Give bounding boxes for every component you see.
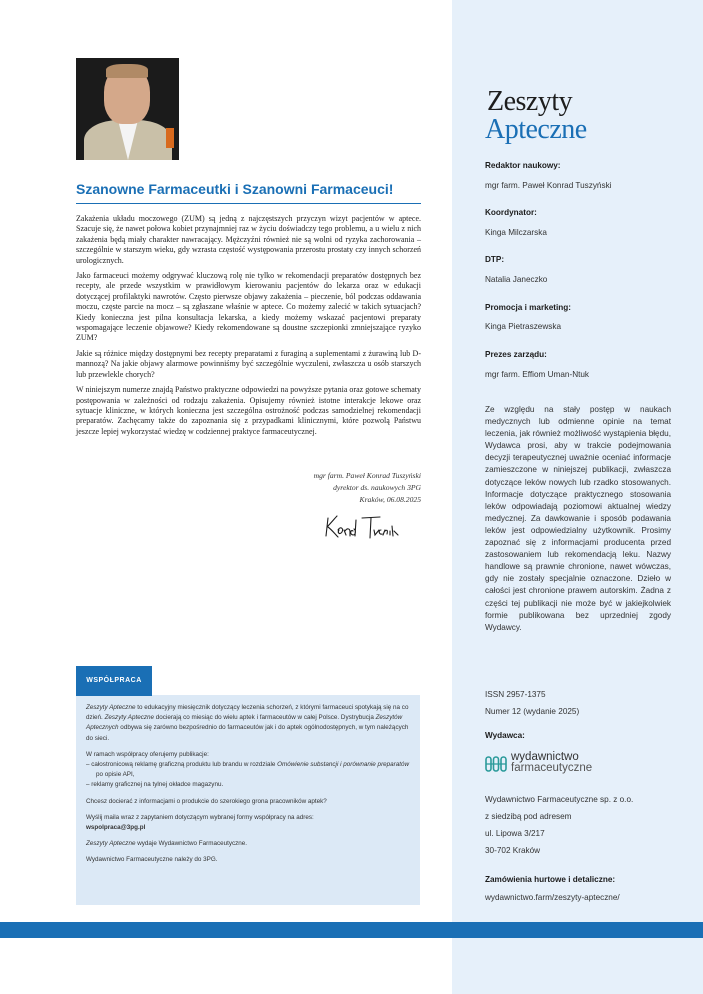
offer-list (86, 760, 414, 791)
publisher-logo (485, 752, 625, 776)
publisher-logo-text (511, 752, 592, 774)
offer-item-2: – reklamy graficznej na tylnej okładce magazynu. (86, 781, 224, 789)
offer-title: W ramach współpracy oferujemy publikacje: (86, 750, 209, 758)
heading-divider (76, 203, 421, 204)
cooperation-contact: Wyślij maila wraz z zapytaniem dotyczącym wybranej formy współpracy na adres: wspolpraca@3pg.pl (86, 813, 314, 832)
scientific-editor-label: Redaktor naukowy: (485, 161, 561, 170)
letter-signature (200, 470, 421, 506)
publisher-name: Wydawnictwo Farmaceutyczne sp. z o.o. (485, 795, 634, 804)
dtp-label: DTP: (485, 255, 505, 264)
magazine-logo-line1: Zeszyty (487, 86, 573, 117)
intro-title: Zeszyty Apteczne (86, 704, 136, 711)
publisher-city: 30-702 Kraków (485, 846, 541, 855)
cooperation-publisher: Zeszyty Apteczne wydaje Wydawnictwo Farmaceutyczne. (86, 840, 248, 848)
cooperation-tab: WSPÓŁPRACA (76, 666, 152, 696)
signature-place-date: Kraków, 06.08.2025 (359, 495, 421, 504)
intro-part-2: docierają co miesiąc do wielu aptek i farmaceutów w całej Polsce. Dystrybucja (154, 714, 376, 722)
publisher-label: Wydawca: (485, 731, 525, 740)
magazine-logo-line2: Apteczne (485, 114, 587, 145)
letter-paragraph-4: W niniejszym numerze znajdą Państwo praktyczne odpowiedzi na powyższe pytania oraz gotowe schematy postępowania w zależności od rodzaju zakażenia. Opisujemy również istotne interakcje lekowe oraz sytuacje kliniczne, w których konieczna jest szczególna ostrożność podczas samodzielnej rekomendacji preparatów. Zachęcamy także do zapoznania się z przypadkami klinicznymi, które pozwolą Państwu jeszcze lepiej wykorzystać wiedzę w codziennej praktyce farmaceutycznej. (76, 385, 421, 436)
signature-name: mgr farm. Paweł Konrad Tuszyński (313, 471, 421, 480)
intro-title-2: Zeszyty Apteczne (104, 714, 155, 722)
publisher-logo-icon (485, 755, 507, 773)
letter-paragraph-1: Zakażenia układu moczowego (ZUM) są jedną z najczęstszych przyczyn wizyt pacjentów w aptece. Szacuje się, że nawet połowa kobiet przynajmniej raz w życiu doświadczy tego problemu, a u wielu z nich zakażenia będą miały charakter nawracający. Mężczyźni również nie są wolni od ryzyka zachorowania – szczególnie w starszym wieku, gdy wzrasta częstość występowania przerostu prostaty czy innych schorzeń urologicznych. (76, 214, 421, 265)
promotion: Kinga Pietraszewska (485, 322, 561, 331)
orders-url[interactable]: wydawnictwo.farm/zeszyty-apteczne/ (485, 893, 620, 902)
cooperation-intro (86, 703, 414, 744)
cooperation-question: Chcesz docierać z informacjami o produkcie do szerokiego grona pracowników aptek? (86, 797, 327, 805)
orders-label: Zamówienia hurtowe i detaliczne: (485, 875, 616, 884)
cooperation-email[interactable]: wspolpraca@3pg.pl (86, 824, 146, 832)
promotion-label: Promocja i marketing: (485, 303, 571, 312)
handwritten-signature (322, 510, 422, 542)
coordinator: Kinga Milczarska (485, 228, 547, 237)
publisher-logo-line1: wydawnictwo (511, 751, 579, 763)
letter-paragraph-2: Jako farmaceuci możemy odgrywać kluczową rolę nie tylko w rekomendacji preparatów dostępnych bez recepty, ale przede wszystkim w prawidłowym kierowaniu pacjentów do lekarza oraz w edukacji dotyczącej profilaktyki nawrotów. Często pierwsze objawy zakażenia – pieczenie, ból podczas oddawania moczu, częste parcie na mocz – są zgłaszane właśnie w aptece. Co możemy zalecić w takich sytuacjach? Kiedy konieczna jest pilna konsultacja lekarska, a kiedy możemy wskazać pacjentowi preparaty wspomagające leczenie objawowe? Kiedy rekomendowane są doustne szczepionki zmniejszające ryzyko ZUM? (76, 271, 421, 343)
publisher-seat: z siedzibą pod adresem (485, 812, 572, 821)
bottom-bar (0, 922, 703, 938)
issue-number: Numer 12 (wydanie 2025) (485, 707, 580, 716)
board-label: Prezes zarządu: (485, 350, 547, 359)
disclaimer: Ze względu na stały postęp w naukach medycznych lub odmienne opinie na temat leczenia, jak również możliwość wystąpienia błędu, Wydawca prosi, aby w trakcie podejmowania decyzji terapeutycznej uważnie oceniać informacje zamieszczone w niniejszej publikacji, zwłaszcza dotyczące leków nowych lub rzadko stosowanych. Informacje dotyczące praktycznego stosowania leków odpowiadają poziomowi aktualnej wiedzy medycznej. Za dawkowanie i sposób podawania leków jest odpowiedzialny użytkownik. Prosimy zapoznać się z informacjami producenta przed zastosowaniem lub rekomendacją leku. Nazwy handlowe są prawnie chronione, nawet wówczas, gdy nie zostały specjalnie oznaczone. Dzieło w całości jest chronione prawem autorskim. Żadna z części tej publikacji nie może być w jakiejkolwiek formie publikowana bez uprzedniej zgody Wydawcy. (485, 405, 671, 632)
cooperation-owner: Wydawnictwo Farmaceutyczne należy do 3PG. (86, 856, 218, 864)
publisher-street: ul. Lipowa 3/217 (485, 829, 545, 838)
editor-photo (76, 58, 179, 160)
scientific-editor: mgr farm. Paweł Konrad Tuszyński (485, 181, 612, 190)
publisher-logo-line2: farmaceutyczne (511, 762, 593, 774)
offer-section (86, 750, 414, 791)
intro-title-3: Zeszytów Aptecznych (86, 714, 403, 732)
signature-role: dyrektor ds. naukowych 3PG (333, 483, 421, 492)
coordinator-label: Koordynator: (485, 208, 537, 217)
intro-part-3: odbywa się zarówno bezpośrednio do farmaceutów jak i do aptek ogólnodostępnych, w tym należących do sieci. (86, 724, 409, 742)
issn: ISSN 2957-1375 (485, 690, 546, 699)
letter-heading: Szanowne Farmaceutki i Szanowni Farmaceuci! (76, 181, 394, 197)
dtp: Natalia Janeczko (485, 275, 548, 284)
cooperation-text (86, 703, 414, 872)
intro-part-1: to edukacyjny miesięcznik dotyczący leczenia schorzeń, z którymi farmaceuci spotykają się na co dzień. (86, 704, 409, 722)
letter-paragraph-3: Jakie są różnice między dostępnymi bez recepty preparatami z furaginą a suplementami z żurawiną lub D-mannozą? Na jakie objawy alarmowe powinniśmy być szczególnie wyczuleni, zwłaszcza u osób starszych lub przewlekle chorych? (76, 348, 421, 379)
offer-item-1: – całostronicową reklamę graficzną produktu lub brandu w rozdziale Omówienie substancji i porównanie preparatów po opisie API, (86, 761, 410, 779)
board: mgr farm. Effiom Uman-Ntuk (485, 370, 590, 379)
letter-body (76, 214, 421, 442)
